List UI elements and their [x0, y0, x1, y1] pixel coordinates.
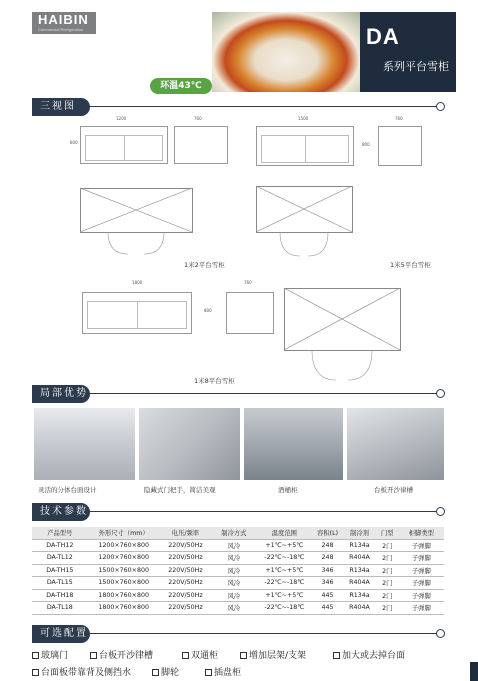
drawing-caption: 1米8平台雪柜 — [194, 377, 235, 385]
table-cell: 风冷 — [211, 589, 256, 602]
table-cell: DA-TL18 — [32, 602, 88, 615]
table-cell: DA-TH15 — [32, 564, 88, 577]
checkbox-icon — [333, 652, 340, 659]
table-cell: 220V/50Hz — [160, 589, 212, 602]
table-cell: R134a — [343, 539, 376, 552]
col-header: 门型 — [376, 527, 399, 539]
table-cell: 风冷 — [211, 564, 256, 577]
table-cell: 220V/50Hz — [160, 577, 212, 590]
table-cell: 1800×760×800 — [88, 602, 160, 615]
table-cell: 风冷 — [211, 577, 256, 590]
dim-width: 1500 — [298, 116, 309, 121]
table-row — [32, 552, 444, 565]
spec-table — [32, 527, 444, 615]
front-view — [82, 292, 192, 334]
top-view — [284, 288, 408, 384]
col-header: 产品型号 — [32, 527, 88, 539]
section-divider — [88, 511, 440, 512]
dim-height: 800 — [204, 308, 212, 313]
feature-photo-hidden-handle — [139, 408, 240, 480]
table-cell: 2门 — [376, 539, 399, 552]
table-cell: 2门 — [376, 602, 399, 615]
checkbox-icon — [205, 669, 212, 676]
table-cell: 248 — [312, 552, 343, 565]
eco-badge: 环温43℃ — [150, 78, 212, 94]
feature-caption: 酒桶柜 — [278, 486, 298, 494]
table-cell: -22℃~-18℃ — [257, 577, 313, 590]
table-row — [32, 564, 444, 577]
dim-width: 1800 — [132, 280, 143, 285]
brand-series: 系列平台雪柜 — [383, 60, 449, 73]
option-label: 玻璃门 — [41, 651, 69, 661]
col-header: 容积(L) — [312, 527, 343, 539]
col-header: 制冷方式 — [211, 527, 256, 539]
table-row — [32, 602, 444, 615]
top-view — [256, 186, 360, 260]
option-label: 脚轮 — [161, 668, 180, 678]
logo-subtext: Commercial Refrigeration — [38, 27, 84, 32]
drawing-1m5 — [250, 116, 442, 272]
table-cell: 248 — [312, 539, 343, 552]
table-cell: 子弹脚 — [399, 577, 444, 590]
drawing-1m2 — [34, 116, 240, 272]
section-divider — [88, 633, 440, 634]
table-cell: 346 — [312, 577, 343, 590]
table-cell: 1500×760×800 — [88, 564, 160, 577]
table-cell: 风冷 — [211, 552, 256, 565]
table-cell: DA-TH12 — [32, 539, 88, 552]
section-divider — [88, 106, 440, 107]
section-dot-icon — [436, 507, 445, 516]
side-view — [174, 126, 228, 164]
feature-photo-keg — [244, 408, 343, 480]
table-cell: 2门 — [376, 589, 399, 602]
drawing-1m8 — [34, 278, 434, 388]
dim-depth: 760 — [194, 116, 202, 121]
section-views-title: 三视图 — [32, 98, 90, 116]
table-row — [32, 539, 444, 552]
table-cell: 220V/50Hz — [160, 602, 212, 615]
table-cell: R404A — [343, 577, 376, 590]
dim-depth: 760 — [244, 280, 252, 285]
section-dot-icon — [436, 102, 445, 111]
dim-depth: 760 — [395, 116, 403, 121]
table-cell: R404A — [343, 602, 376, 615]
table-cell: 子弹脚 — [399, 589, 444, 602]
checkbox-icon — [32, 652, 39, 659]
table-cell: 1200×760×800 — [88, 552, 160, 565]
col-header: 制冷剂 — [343, 527, 376, 539]
feature-photo-split-top — [34, 408, 135, 480]
option-label: 双通柜 — [191, 651, 219, 661]
option-label: 台板开沙律槽 — [99, 651, 154, 661]
section-divider — [88, 393, 440, 394]
table-cell: 子弹脚 — [399, 602, 444, 615]
option-item — [152, 665, 179, 678]
option-label: 插盘柜 — [214, 668, 242, 678]
option-label: 增加层架/支架 — [249, 651, 307, 661]
col-header: 电压/频率 — [160, 527, 212, 539]
table-cell: -22℃~-18℃ — [257, 552, 313, 565]
checkbox-icon — [32, 669, 39, 676]
table-cell: DA-TH18 — [32, 589, 88, 602]
table-cell: 子弹脚 — [399, 552, 444, 565]
option-item — [205, 665, 241, 678]
option-item — [333, 648, 405, 661]
drawing-caption: 1米5平台雪柜 — [390, 261, 431, 269]
table-cell: 220V/50Hz — [160, 539, 212, 552]
drawing-caption: 1米2平台雪柜 — [184, 261, 225, 269]
feature-caption: 台板开沙律槽 — [374, 486, 413, 494]
brand-code: DA — [366, 24, 400, 49]
table-cell: 风冷 — [211, 602, 256, 615]
section-dot-icon — [436, 629, 445, 638]
table-cell: 346 — [312, 564, 343, 577]
side-view — [226, 292, 274, 334]
table-cell: 2门 — [376, 577, 399, 590]
option-label: 台面板带靠背及侧挡水 — [41, 668, 132, 678]
dim-width: 1200 — [116, 116, 127, 121]
section-features-title: 局部优势 — [32, 385, 90, 403]
top-view — [80, 188, 200, 258]
side-view — [378, 126, 422, 166]
dim-height: 800 — [362, 142, 370, 147]
table-cell: 1200×760×800 — [88, 539, 160, 552]
table-cell: +1℃~+5℃ — [257, 539, 313, 552]
table-cell: 2门 — [376, 552, 399, 565]
table-row — [32, 589, 444, 602]
dim-height: 800 — [70, 140, 78, 145]
checkbox-icon — [240, 652, 247, 659]
section-options-title: 可选配置 — [32, 625, 90, 643]
brand-logo — [32, 12, 96, 34]
table-cell: R404A — [343, 552, 376, 565]
table-cell: 风冷 — [211, 539, 256, 552]
food-photo — [212, 12, 360, 92]
feature-caption: 隐藏式门把手，简洁美观 — [144, 486, 216, 494]
option-item — [32, 648, 68, 661]
front-view — [80, 126, 168, 164]
table-cell: -22℃~-18℃ — [257, 602, 313, 615]
col-header: 外形尺寸（mm） — [88, 527, 160, 539]
table-cell: 1500×760×800 — [88, 577, 160, 590]
table-cell: 220V/50Hz — [160, 552, 212, 565]
table-cell: R134a — [343, 564, 376, 577]
logo-text: HAIBIN — [38, 12, 89, 27]
table-cell: DA-TL12 — [32, 552, 88, 565]
checkbox-icon — [90, 652, 97, 659]
option-label: 加大或去掉台面 — [342, 651, 406, 661]
option-item — [32, 665, 131, 678]
table-cell: R134a — [343, 589, 376, 602]
table-cell: 2门 — [376, 564, 399, 577]
col-header: 柜脚类型 — [399, 527, 444, 539]
table-cell: 子弹脚 — [399, 564, 444, 577]
page-edge-tab — [470, 662, 478, 681]
spec-header-row — [32, 527, 444, 539]
checkbox-icon — [182, 652, 189, 659]
table-cell: 445 — [312, 602, 343, 615]
checkbox-icon — [152, 669, 159, 676]
section-specs-title: 技术参数 — [32, 503, 90, 521]
col-header: 温度范围 — [257, 527, 313, 539]
table-cell: DA-TL15 — [32, 577, 88, 590]
option-item — [182, 648, 218, 661]
table-cell: 子弹脚 — [399, 539, 444, 552]
table-row — [32, 577, 444, 590]
table-cell: +1℃~+5℃ — [257, 589, 313, 602]
table-cell: 1800×760×800 — [88, 589, 160, 602]
option-item — [240, 648, 306, 661]
front-view — [256, 126, 354, 166]
section-dot-icon — [436, 389, 445, 398]
feature-photo-salad-well — [347, 408, 444, 480]
table-cell: 445 — [312, 589, 343, 602]
table-cell: +1℃~+5℃ — [257, 564, 313, 577]
feature-caption: 灵活的分体台面设计 — [38, 486, 97, 494]
table-cell: 220V/50Hz — [160, 564, 212, 577]
option-item — [90, 648, 153, 661]
